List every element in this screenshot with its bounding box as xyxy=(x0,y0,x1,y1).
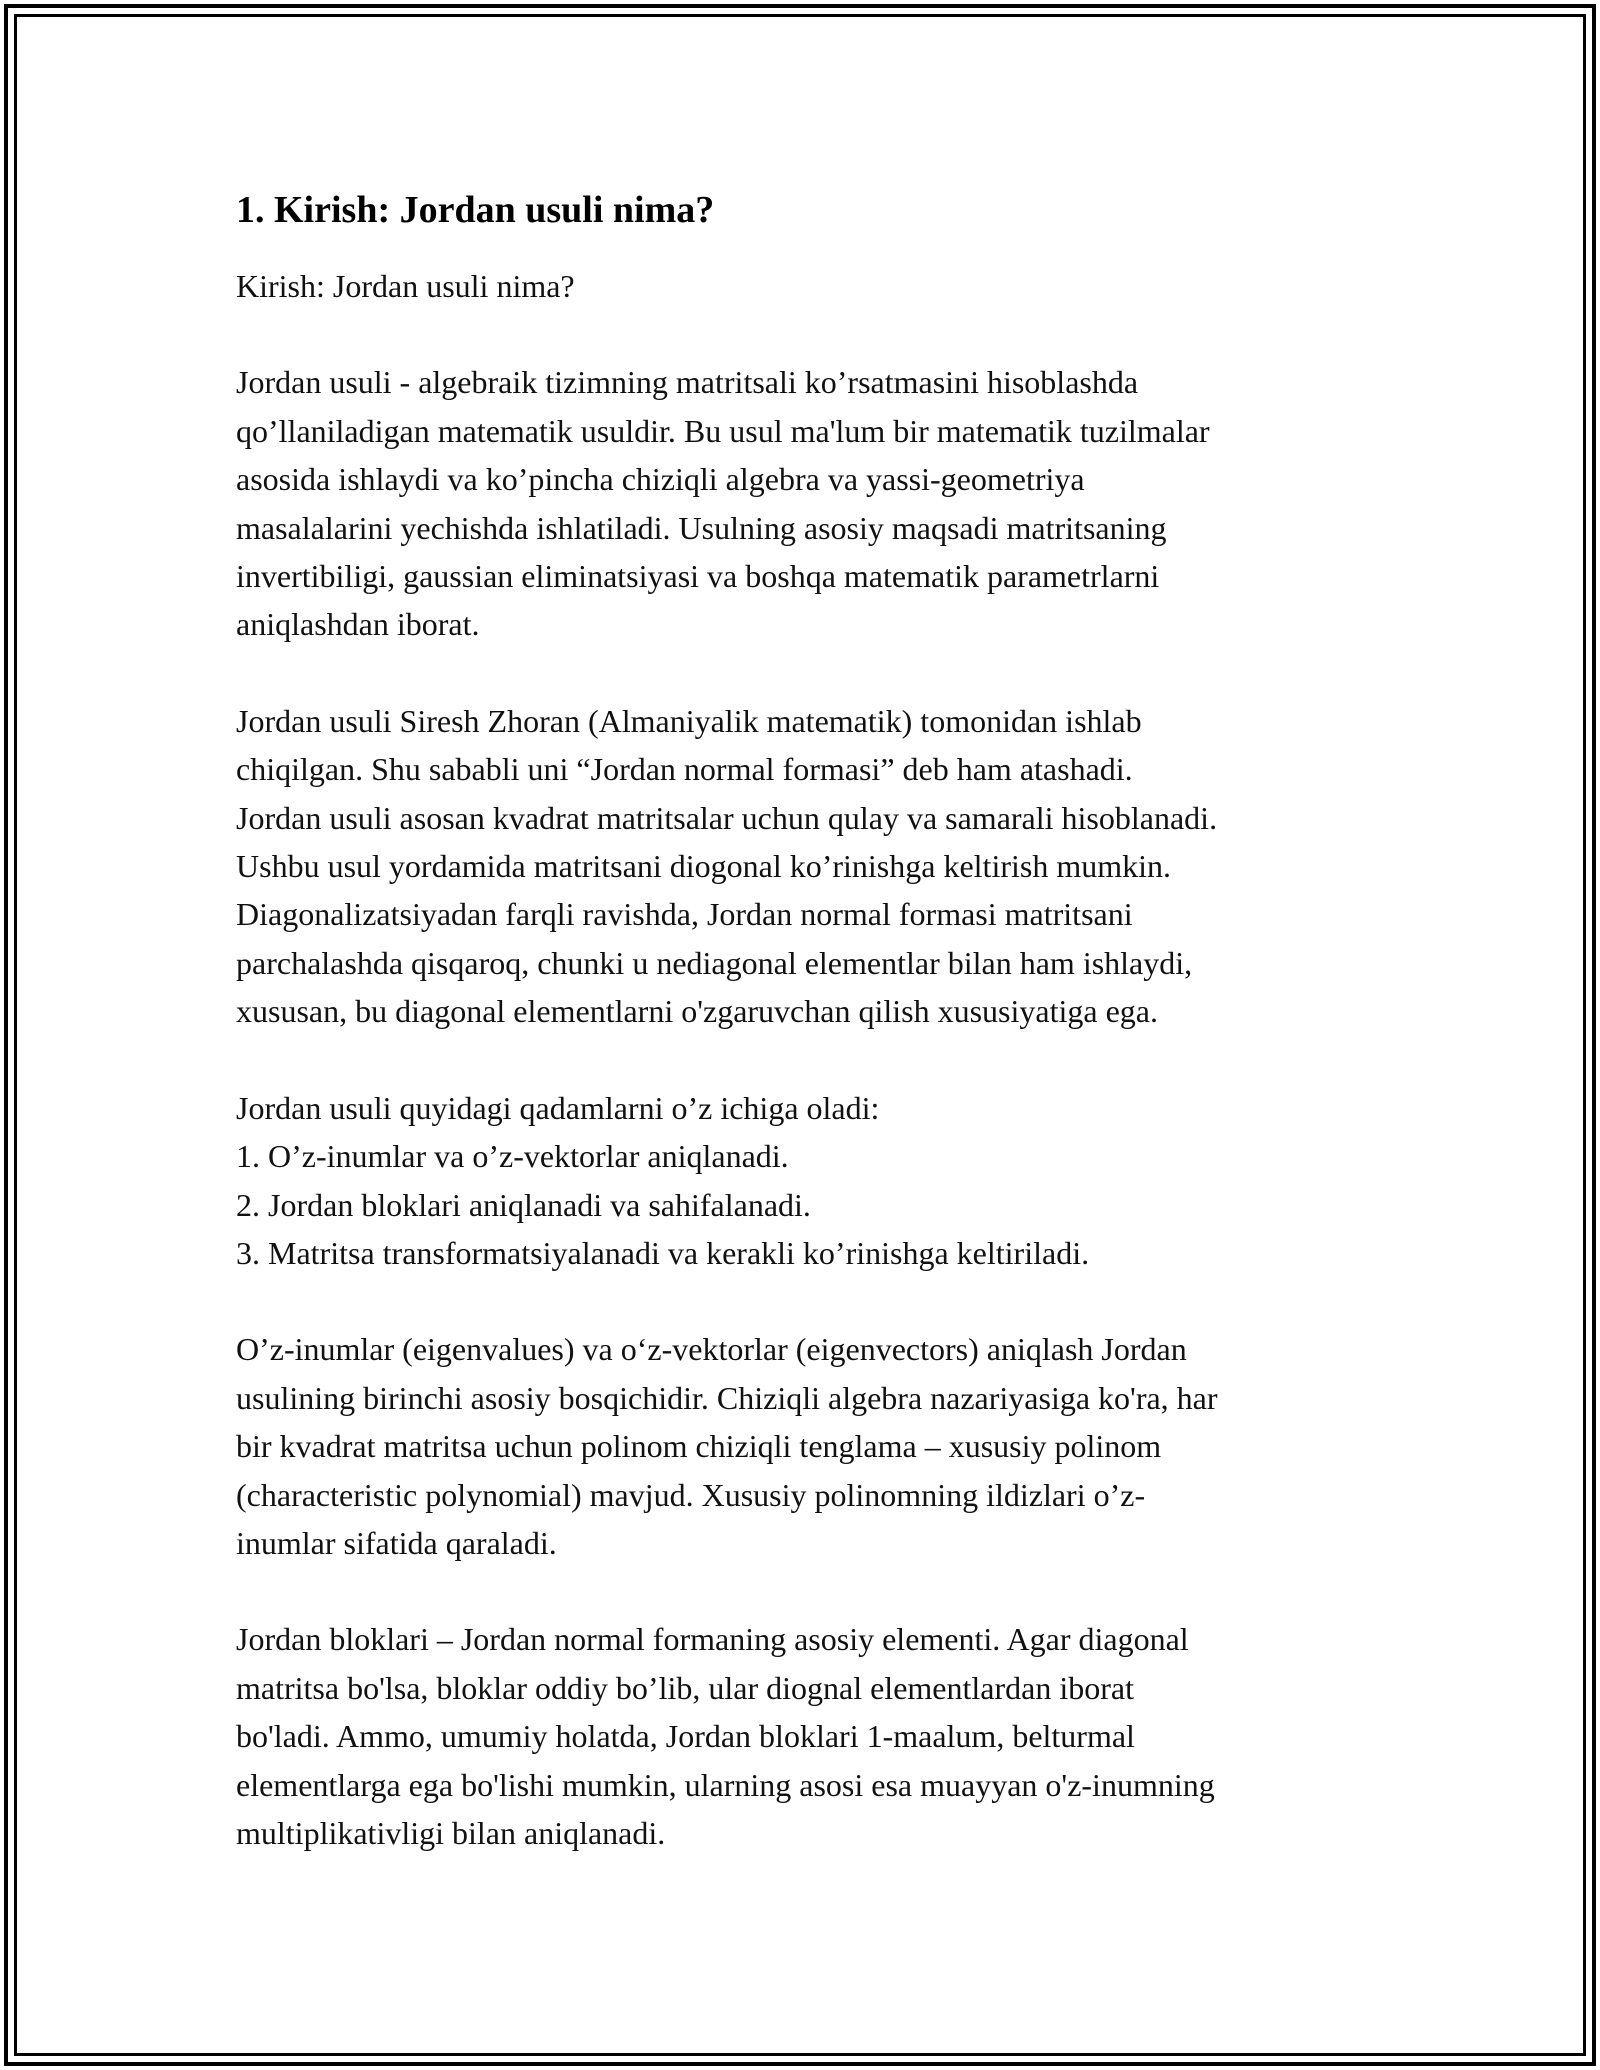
paragraph-introduction xyxy=(236,358,1366,648)
paragraph-eigenvalues xyxy=(236,1325,1366,1567)
subtitle-paragraph xyxy=(236,262,1366,310)
text-line: (characteristic polynomial) mavjud. Xususiy polinomning ildizlari o’z- xyxy=(236,1476,1146,1513)
text-line: usulining birinchi asosiy bosqichidir. Chiziqli algebra nazariyasiga ko'ra, har xyxy=(236,1379,1218,1416)
list-item: 3. Matritsa transformatsiyalanadi va kerakli ko’rinishga keltiriladi. xyxy=(236,1234,1090,1271)
text-line: bir kvadrat matritsa uchun polinom chiziqli tenglama – xususiy polinom xyxy=(236,1428,1162,1465)
document-body xyxy=(236,186,1366,1905)
text-line: bo'ladi. Ammo, umumiy holatda, Jordan bloklari 1-maalum, belturmal xyxy=(236,1718,1135,1755)
text-line: Diagonalizatsiyadan farqli ravishda, Jordan normal formasi matritsani xyxy=(236,896,1133,933)
paragraph-jordan-blocks xyxy=(236,1615,1366,1857)
text-line: matritsa bo'lsa, bloklar oddiy bo’lib, ular diognal elementlardan iborat xyxy=(236,1669,1134,1706)
text-line: Jordan usuli quyidagi qadamlarni o’z ichiga oladi: xyxy=(236,1089,880,1126)
text-line: chiqilgan. Shu sababli uni “Jordan normal formasi” deb ham atashadi. xyxy=(236,751,1133,788)
text-line: Jordan bloklari – Jordan normal formaning asosiy elementi. Agar diagonal xyxy=(236,1621,1189,1658)
paragraph-history xyxy=(236,697,1366,1036)
paragraph-steps xyxy=(236,1084,1366,1278)
text-line: Jordan usuli asosan kvadrat matritsalar uchun qulay va samarali hisoblanadi. xyxy=(236,799,1218,836)
text-line: multiplikativligi bilan aniqlanadi. xyxy=(236,1814,666,1851)
text-line: Ushbu usul yordamida matritsani diogonal ko’rinishga keltirish mumkin. xyxy=(236,848,1171,885)
section-heading: 1. Kirish: Jordan usuli nima? xyxy=(236,189,715,231)
text-line: O’z-inumlar (eigenvalues) va o‘z-vektorlar (eigenvectors) aniqlash Jordan xyxy=(236,1331,1187,1368)
text-line: Jordan usuli - algebraik tizimning matritsali ko’rsatmasini hisoblashda xyxy=(236,364,1139,401)
text-line: Jordan usuli Siresh Zhoran (Almaniyalik matematik) tomonidan ishlab xyxy=(236,702,1142,739)
list-item: 2. Jordan bloklari aniqlanadi va sahifalanadi. xyxy=(236,1186,811,1223)
text-line: inumlar sifatida qaraladi. xyxy=(236,1524,557,1561)
text-line: masalalarini yechishda ishlatiladi. Usulning asosiy maqsadi matritsaning xyxy=(236,509,1167,546)
list-item: 1. O’z-inumlar va o’z-vektorlar aniqlanadi. xyxy=(236,1138,789,1175)
text-line: elementlarga ega bo'lishi mumkin, ularning asosi esa muayyan o'z-inumning xyxy=(236,1766,1215,1803)
subtitle-line: Kirish: Jordan usuli nima? xyxy=(236,268,575,304)
text-line: qo’llaniladigan matematik usuldir. Bu usul ma'lum bir matematik tuzilmalar xyxy=(236,412,1210,449)
text-line: aniqlashdan iborat. xyxy=(236,606,480,643)
text-line: asosida ishlaydi va ko’pincha chiziqli algebra va yassi-geometriya xyxy=(236,461,1085,498)
text-line: xususan, bu diagonal elementlarni o'zgaruvchan qilish xususiyatiga ega. xyxy=(236,993,1158,1030)
text-line: parchalashda qisqaroq, chunki u nediagonal elementlar bilan ham ishlaydi, xyxy=(236,944,1193,981)
text-line: invertibiligi, gaussian eliminatsiyasi va boshqa matematik parametrlarni xyxy=(236,558,1160,595)
